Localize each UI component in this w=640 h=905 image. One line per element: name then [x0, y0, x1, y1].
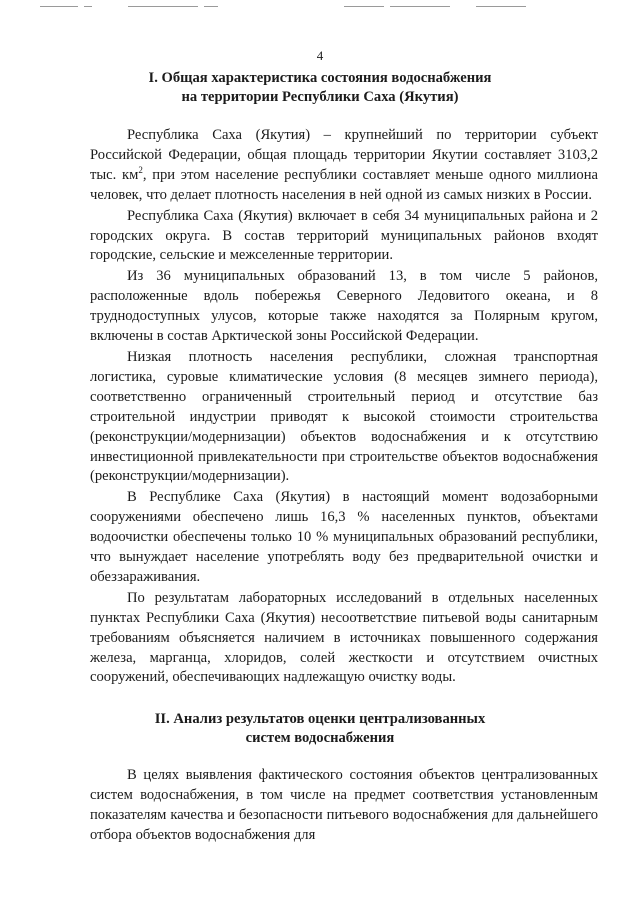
scan-artifact-top — [40, 6, 600, 8]
page-number: 4 — [316, 48, 324, 63]
section-2-body — [90, 766, 598, 846]
section-1-paragraph-1 — [90, 126, 598, 206]
section-1-paragraph-5: В Республике Саха (Якутия) в настоящий момент водозаборными сооружениями обеспечено лишь 16,3 % населенных пунктов, объектами водоочистки обеспечены только 10 % муниципальных образований республики, что вынуждает население употреблять воду без предварительной очистки и обеззараживания. — [90, 489, 598, 585]
section-2-heading-line-1: II. Анализ результатов оценки централизованных — [154, 711, 486, 727]
section-2-heading-line-2: систем водоснабжения — [245, 730, 395, 746]
section-1-paragraph-1-text: Республика Саха (Якутия) – крупнейший по территории субъект Российской Федерации, общая площадь территории Якутии составляет 3103,2 тыс. км — [90, 127, 598, 183]
section-1-body — [90, 126, 598, 688]
section-1-paragraph-2: Республика Саха (Якутия) включает в себя 34 муниципальных района и 2 городских округа. В состав территорий муниципальных районов входят городские, сельские и межселенные территории. — [90, 207, 598, 264]
superscript-two: 2 — [138, 164, 143, 175]
section-2-paragraph-1: В целях выявления фактического состояния объектов централизованных систем водоснабжения, в том числе на предмет соответствия установленным показателям качества и безопасности питьевого водоснабжения для дальнейшего отбора объектов водоснабжения для — [90, 767, 598, 843]
section-1-heading-line-1: I. Общая характеристика состояния водоснабжения — [148, 70, 492, 86]
section-1-paragraph-3: Из 36 муниципальных образований 13, в том числе 5 районов, расположенные вдоль побережья Северного Ледовитого океана, и 8 труднодоступных улусов, которые также находятся за Полярным кругом, включены в состав Арктической зоны Российской Федерации. — [90, 268, 598, 345]
section-1-paragraph-1-tail: , при этом население республики составляет меньше одного миллиона человек, что делает плотность населения в ней одной из самых низких в России. — [90, 166, 598, 203]
section-2-heading — [90, 710, 550, 748]
section-1-paragraph-4: Низкая плотность населения республики, сложная транспортная логистика, суровые климатические условия (8 месяцев зимнего периода), соответственно ограниченный строительный период и отсутствие баз строительной индустрии приводят к высокой стоимости строительства (реконструкции/модернизации) объектов водоснабжения и к отсутствию инвестиционной привлекательности при строительстве объектов водоснабжения (реконструкции/модернизации). — [90, 348, 598, 485]
section-1-heading — [90, 69, 550, 107]
section-1-paragraph-6: По результатам лабораторных исследований в отдельных населенных пунктах Республики Саха (Якутия) несоответствие питьевой воды санитарным требованиям объясняется наличием в источниках повышенного содержания железа, марганца, хлоридов, солей жесткости и отсутствием очистных сооружений, обеспечивающих надлежащую очистку воды. — [90, 589, 598, 686]
section-1-heading-line-2: на территории Республики Саха (Якутия) — [181, 89, 459, 105]
